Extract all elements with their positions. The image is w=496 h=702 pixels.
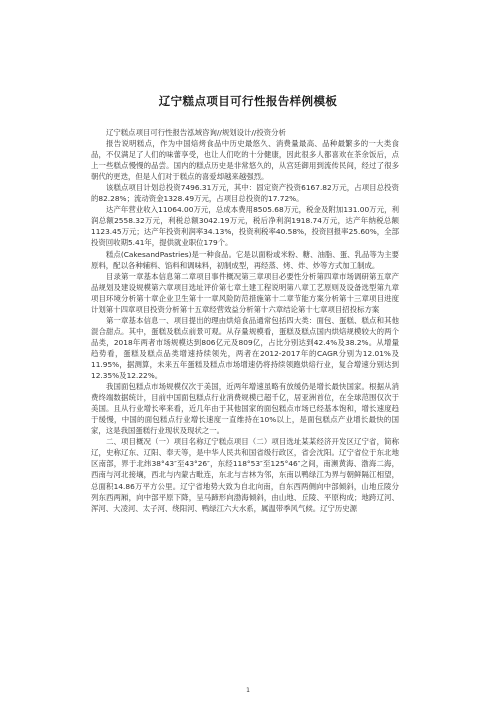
paragraph: 我国面包糕点市场规模仅次于美国，近两年增速虽略有放缓仍是增长最快国家。根据从消费终端数据统计，目前中国面包糕点行业消费规模已超千亿，居亚洲首位，在全球范围仅次于美国。且从行业增长率来看，近几年由于其他国家的面包糕点市场已经基本饱和，增长速度趋于缓慢，中国的面包糕点行业增长速度一直维持在10%以上，是面包糕点产业增长最快的国家，这是我国蛋糕行业现状及现状之一。 (91, 382, 399, 436)
paragraph: 第一章基本信息一、项目提出的理由烘焙食品通常包括四大类：面包、蛋糕、糕点和其他混合甜点。其中，蛋糕及糕点前景可观。从存量规模看，蛋糕及糕点国内烘焙规模较大的两个品类，2018年两者市场规模达到806亿元及809亿，占比分别达到42.4%及38.2%。从增量趋势看，蛋糕及糕点品类增速持续领先，两者在2012-2017年的CAGR分别为12.01%及11.95%，据测算，未来五年蛋糕及糕点市场增速仍将持续领跑烘焙行业，复合增速分别达到12.35%及12.22%。 (91, 315, 399, 381)
paragraph: 达产年营业收入11064.00万元，总成本费用8505.68万元，税金及附加131.00万元，利润总额2558.32万元，利税总额3042.19万元，税后净利润1918.74万元，达产年纳税总额1123.45万元；达产年投资利润率34.13%，投资利税率40.58%，投资回报率25.60%，全部投资回收期5.41年，提供就业职位179个。 (91, 205, 399, 248)
paragraph: 目录第一章基本信息第二章项目事件概况第三章项目必要性分析第四章市场调研第五章产品规划及建设规模第六章项目选址评价第七章土建工程说明第八章工艺原则及设备选型第九章项目环境分析第十章企业卫生第十一章风险防范措施第十二章节能方案分析第十三章项目进度计划第十四章项目投资分析第十五章经营效益分析第十六章结论第十七章项目招投标方案 (91, 271, 399, 314)
paragraph: 二、项目概况（一）项目名称辽宁糕点项目（二）项目选址某某经济开发区辽宁省，简称辽，史称辽东、辽阳、奉天等，是中华人民共和国省级行政区，省会沈阳。辽宁省位于东北地区南部，界于北纬38°43″至43°26″，东经118°53″至125°46″之间，南濒黄海、渤海二海，西南与河北接壤，西北与内蒙古毗连，东北与吉林为邻，东南以鸭绿江为界与朝鲜隔江相望，总面积14.86万平方公里。辽宁省地势大致为自北向南，自东西两侧向中部倾斜，山地丘陵分列东西两厢，向中部平原下降，呈马蹄形向渤海倾斜，由山地、丘陵、平原构成；地跨辽河、浑河、大凌河、太子河、绕阳河、鸭绿江六大水系，属温带季风气候。辽宁历史源 (91, 437, 399, 513)
paragraph: 辽宁糕点项目可行性报告泓域咨询//规划设计//投资分析 (106, 128, 286, 137)
page-number: 1 (246, 687, 250, 694)
paragraph: 该糕点项目计划总投资7496.31万元，其中：固定资产投资6167.82万元，占项目总投资的82.28%；流动资金1328.49万元，占项目总投资的17.72%。 (91, 183, 399, 204)
document-title: 辽宁糕点项目可行性报告样例模板 (158, 94, 338, 108)
document-body (91, 127, 399, 514)
paragraph: 糕点(CakesandPastries)是一种食品。它是以面粉或米粉、糖、油脂、蛋、乳品等为主要原料，配以各种辅料、馅料和调味料，初制成型，再经蒸、烤、炸、炒等方式加工制成。 (91, 249, 399, 270)
paragraph: 报告说明糕点，作为中国焙烤食品中历史最悠久、消费量最高、品种最繁多的一大类食品，不仅满足了人们的味蕾享受，也让人们吃的十分健康，因此很多人都喜欢在茶余饭后，点上一些糕点慢慢的品尝。国内的糕点历史是非常悠久的，从宫廷御用到流传民间，经过了很多朝代的更迭，但是人们对于糕点的喜爱却越来越强烈。 (91, 139, 399, 182)
